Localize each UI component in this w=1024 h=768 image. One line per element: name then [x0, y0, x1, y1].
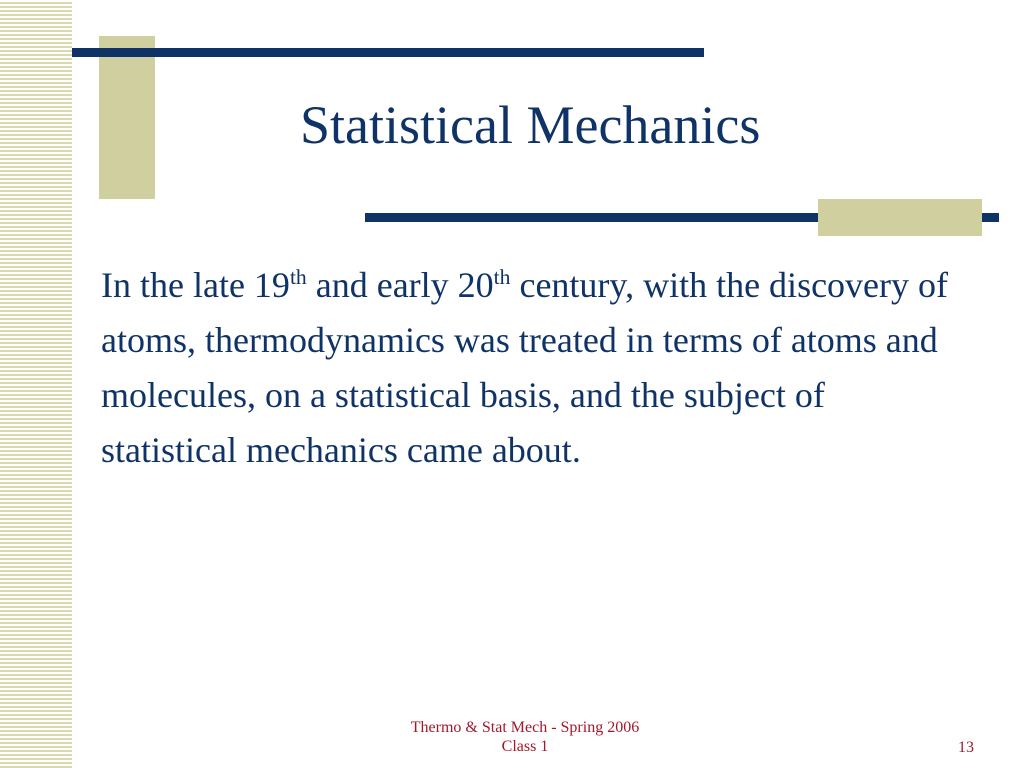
superscript-th-2: th: [493, 265, 511, 289]
body-text-part-2: and early 20: [306, 265, 494, 305]
decorative-line-top: [72, 48, 704, 57]
slide-footer: [360, 718, 690, 756]
decorative-block-bottom: [818, 199, 982, 236]
superscript-th-1: th: [289, 265, 307, 289]
striped-left-border: [0, 0, 72, 768]
footer-course-line: Thermo & Stat Mech - Spring 2006: [410, 719, 640, 736]
page-number: 13: [958, 739, 974, 756]
body-text-part-3: century, with the discovery of atoms, thermodynamics was treated in terms of atoms and molecules, on a statistical basis, and the subject of statistical mechanics came about.: [101, 265, 949, 470]
body-text-part-1: In the late 19: [101, 265, 290, 305]
footer-class-line: Class 1: [501, 738, 549, 755]
decorative-block-top: [99, 36, 155, 199]
slide-body-text: [101, 258, 961, 478]
slide-title: Statistical Mechanics: [300, 95, 761, 155]
